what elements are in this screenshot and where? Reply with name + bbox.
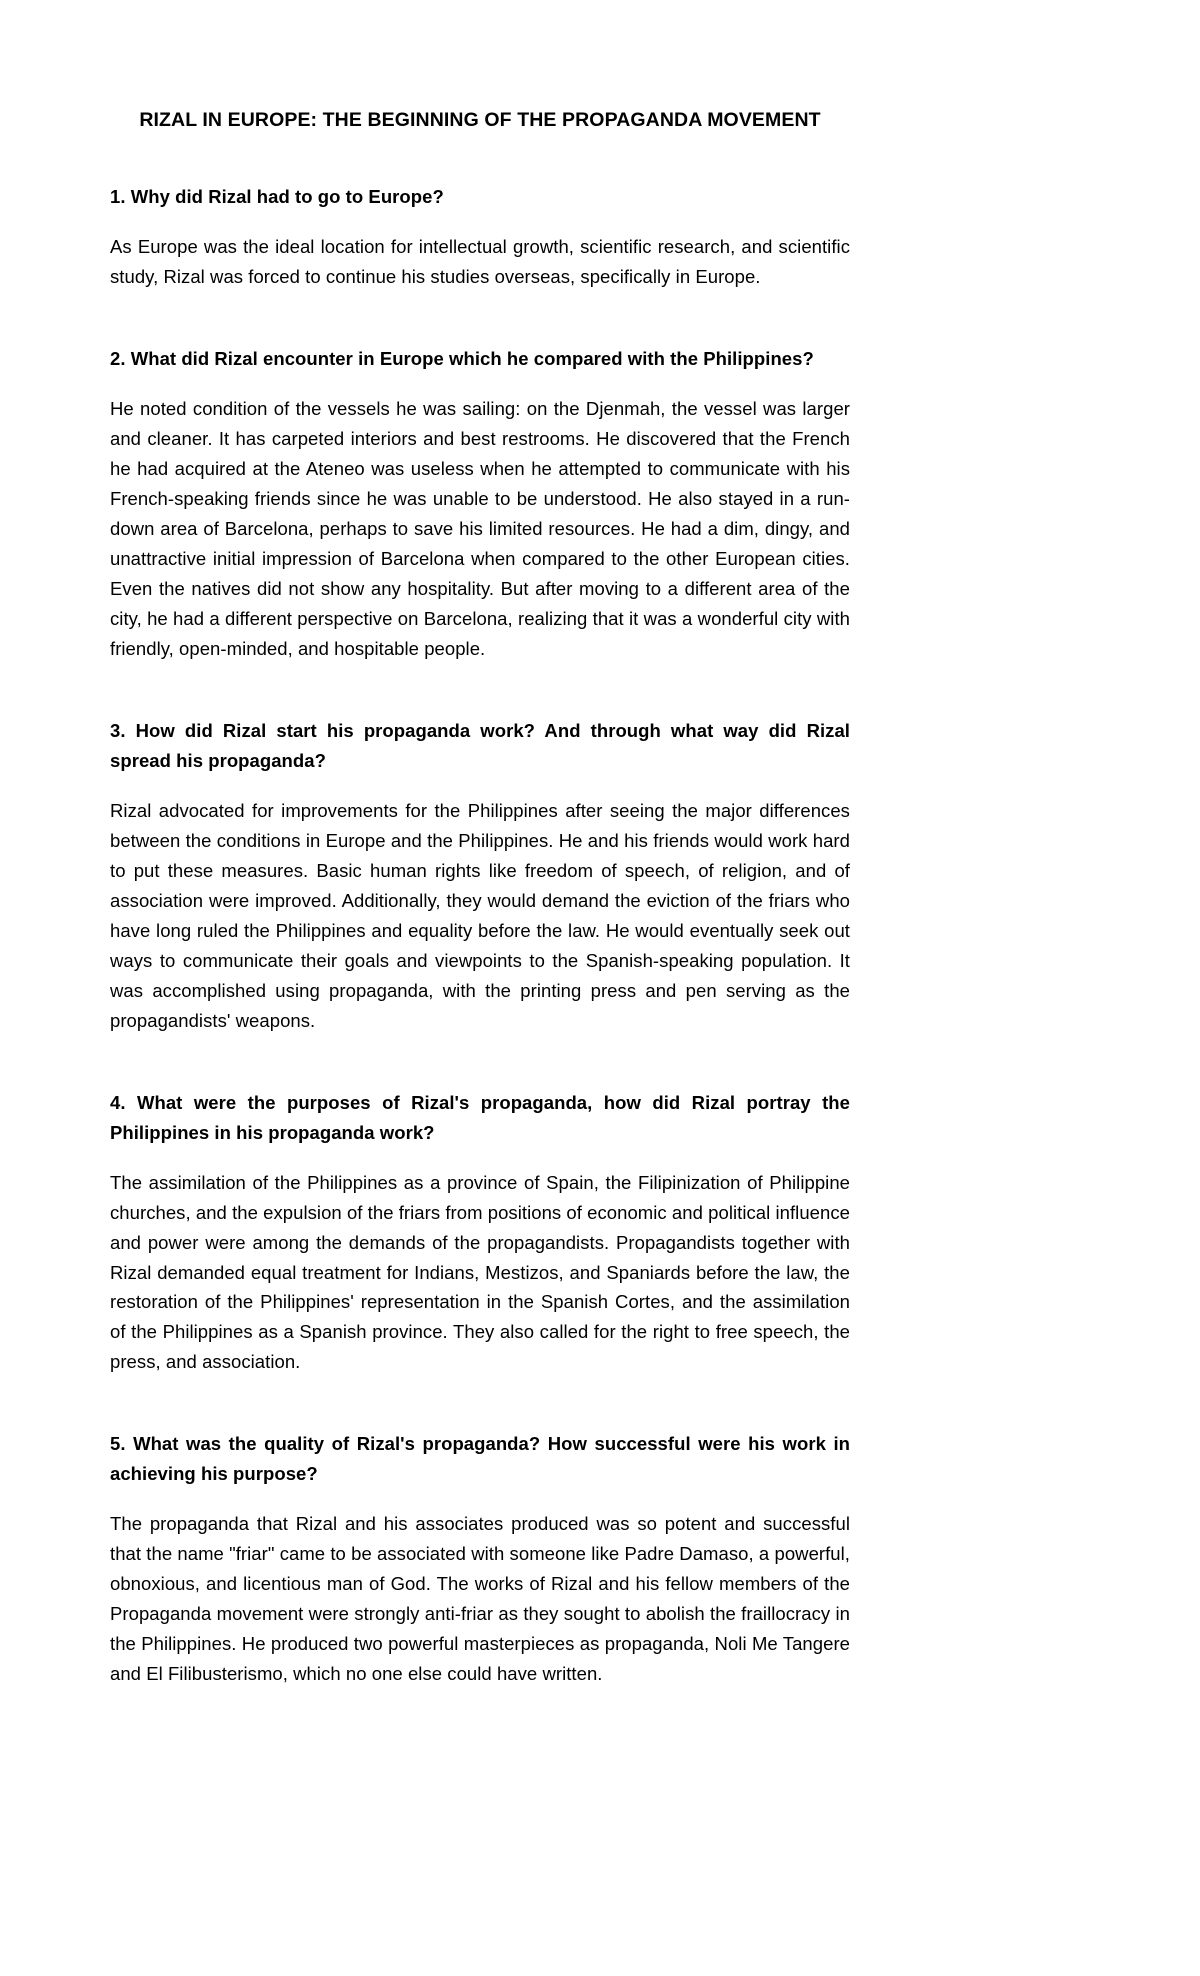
spacer	[110, 776, 850, 796]
qa-block-1	[110, 182, 850, 292]
question-heading-1: 1. Why did Rizal had to go to Europe?	[110, 186, 444, 208]
spacer	[110, 132, 850, 182]
spacer	[110, 212, 850, 232]
answer-paragraph-5: The propaganda that Rizal and his associates produced was so potent and successful that the name "friar" came to be associated with someone like Padre Damaso, a powerful, obnoxious, and licentious man of God. The works of Rizal and his fellow members of the Propaganda movement were strongly anti-friar as they sought to abolish the fraillocracy in the Philippines. He produced two powerful masterpieces as propaganda, Noli Me Tangere and El Filibusterismo, which no one else could have written.	[110, 1513, 850, 1685]
page-title: RIZAL IN EUROPE: THE BEGINNING OF THE PROPAGANDA MOVEMENT	[139, 109, 821, 131]
spacer	[110, 664, 850, 716]
question-heading-5: 5. What was the quality of Rizal's propaganda? How successful were his work in achieving his purpose?	[110, 1433, 850, 1485]
spacer	[110, 1036, 850, 1088]
spacer	[110, 1489, 850, 1509]
answer-paragraph-4: The assimilation of the Philippines as a province of Spain, the Filipinization of Philippine churches, and the expulsion of the friars from positions of economic and political influence and power were among the demands of the propagandists. Propagandists together with Rizal demanded equal treatment for Indians, Mestizos, and Spaniards before the law, the restoration of the Philippines' representation in the Spanish Cortes, and the assimilation of the Philippines as a Spanish province. They also called for the right to free speech, the press, and association.	[110, 1171, 850, 1373]
qa-block-2	[110, 344, 850, 664]
spacer	[110, 1148, 850, 1168]
qa-block-3	[110, 716, 850, 1036]
question-heading-3: 3. How did Rizal start his propaganda work? And through what way did Rizal spread his propaganda?	[110, 719, 850, 771]
spacer	[110, 374, 850, 394]
qa-block-4	[110, 1088, 850, 1378]
spacer	[110, 1377, 850, 1429]
answer-paragraph-1: As Europe was the ideal location for intellectual growth, scientific research, and scientific study, Rizal was forced to continue his studies overseas, specifically in Europe.	[110, 236, 850, 288]
question-heading-4: 4. What were the purposes of Rizal's propaganda, how did Rizal portray the Philippines in his propaganda work?	[110, 1091, 850, 1143]
spacer	[110, 292, 850, 344]
document-content	[110, 0, 850, 1689]
answer-paragraph-2: He noted condition of the vessels he was sailing: on the Djenmah, the vessel was larger and cleaner. It has carpeted interiors and best restrooms. He discovered that the French he had acquired at the Ateneo was useless when he attempted to communicate with his French-speaking friends since he was unable to be understood. He also stayed in a run-down area of Barcelona, perhaps to save his limited resources. He had a dim, dingy, and unattractive initial impression of Barcelona when compared to the other European cities. Even the natives did not show any hospitality. But after moving to a different area of the city, he had a different perspective on Barcelona, realizing that it was a wonderful city with friendly, open-minded, and hospitable people.	[110, 398, 850, 659]
answer-paragraph-3: Rizal advocated for improvements for the Philippines after seeing the major differences between the conditions in Europe and the Philippines. He and his friends would work hard to put these measures. Basic human rights like freedom of speech, of religion, and of association were improved. Additionally, they would demand the eviction of the friars who have long ruled the Philippines and equality before the law. He would eventually seek out ways to communicate their goals and viewpoints to the Spanish-speaking population. It was accomplished using propaganda, with the printing press and pen serving as the propagandists' weapons.	[110, 799, 850, 1031]
question-heading-2: 2. What did Rizal encounter in Europe which he compared with the Philippines?	[110, 348, 814, 370]
qa-block-5	[110, 1429, 850, 1689]
